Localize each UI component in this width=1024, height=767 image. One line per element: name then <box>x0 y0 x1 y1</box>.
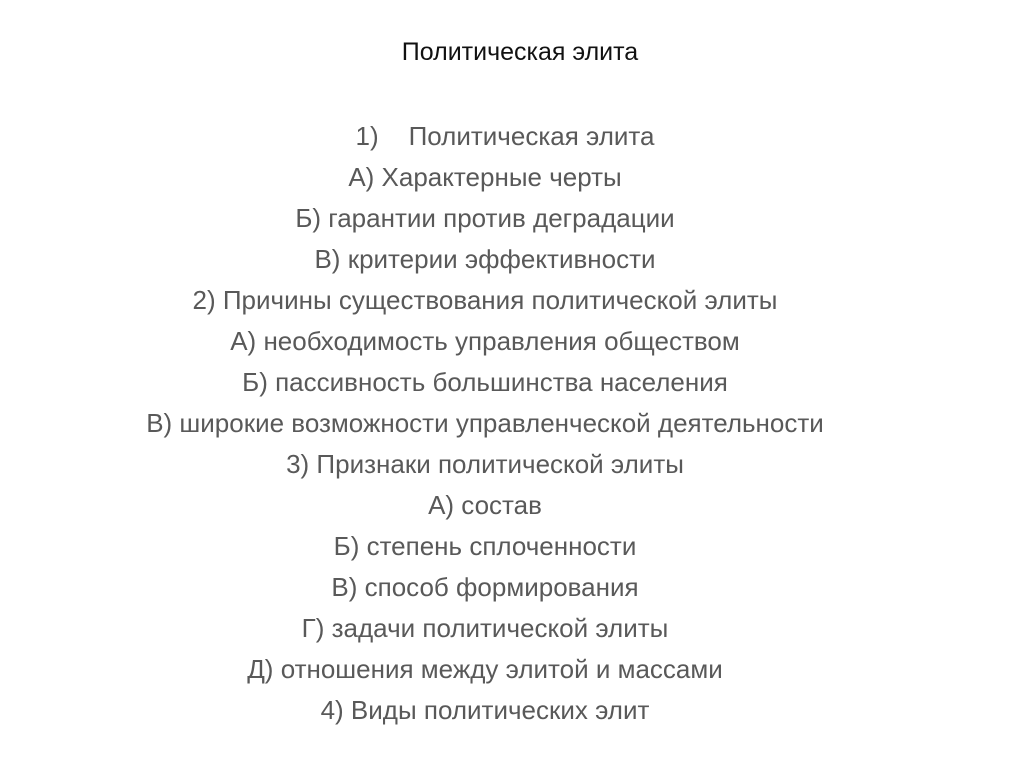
outline-list <box>140 119 830 734</box>
outline-item: Б) степень сплоченности <box>333 531 637 561</box>
outline-item: Д) отношения между элитой и массами <box>247 654 723 684</box>
outline-item: Б) пассивность большинства населения <box>242 367 728 397</box>
outline-item: В) способ формирования <box>331 572 639 602</box>
outline-item-number: 1) <box>355 121 379 151</box>
outline-item: 4) Виды политических элит <box>320 695 650 725</box>
outline-item: 2) Причины существования политической элиты <box>192 285 778 315</box>
outline-item: А) Характерные черты <box>348 162 622 192</box>
outline-item: Б) гарантии против деградации <box>295 203 675 233</box>
outline-item: А) состав <box>428 490 542 520</box>
outline-item: В) критерии эффективности <box>314 244 656 274</box>
slide-title: Политическая элита <box>401 38 639 66</box>
outline-item: Г) задачи политической элиты <box>301 613 669 643</box>
outline-item: А) необходимость управления обществом <box>230 326 740 356</box>
outline-item-text: Политическая элита <box>408 121 655 151</box>
outline-item: 3) Признаки политической элиты <box>286 449 684 479</box>
outline-item: В) широкие возможности управленческой деятельности <box>146 408 824 438</box>
outline-item <box>140 119 830 153</box>
